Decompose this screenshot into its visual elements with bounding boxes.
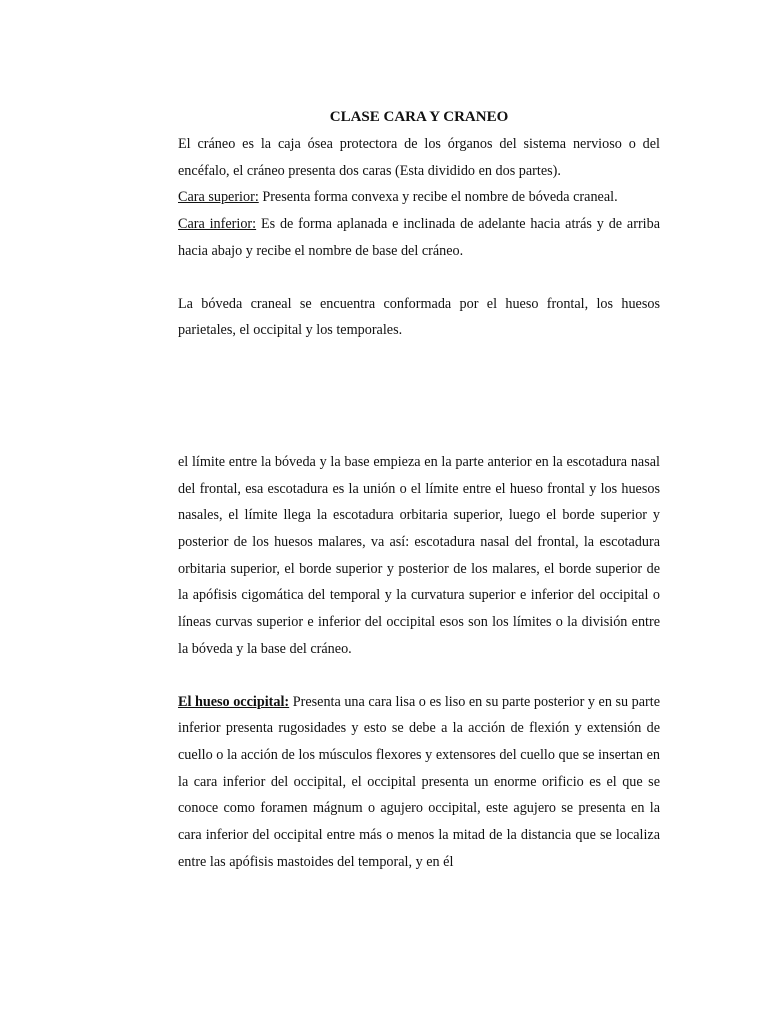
cara-inferior-paragraph bbox=[178, 211, 660, 264]
intro-paragraph: El cráneo es la caja ósea protectora de los órganos del sistema nervioso o del encéfalo, el cráneo presenta dos caras (Esta dividido en dos partes). bbox=[178, 136, 660, 179]
spacer bbox=[178, 663, 660, 689]
cara-superior-label: Cara superior: bbox=[178, 189, 259, 206]
limite-paragraph: el límite entre la bóveda y la base empieza en la parte anterior en la escotadura nasal del frontal, esa escotadura es la unión o el límite entre el hueso frontal y los huesos nasales, el límite llega la escotadura orbitaria superior, luego el borde superior y posterior de los huesos malares, va así: escotadura nasal del frontal, la escotadura orbitaria superior, el borde superior y posterior de los malares, el borde superior de la apófisis cigomática del temporal y la curvatura superior e inferior del occipital o líneas curvas superior e inferior del occipital esos son los límites o la división entre la bóveda y la base del cráneo. bbox=[178, 453, 660, 657]
cara-superior-paragraph bbox=[178, 184, 660, 211]
document-title: CLASE CARA Y CRANEO bbox=[329, 109, 509, 125]
cara-superior-text: Presenta forma convexa y recibe el nombre de bóveda craneal. bbox=[258, 189, 618, 206]
document-page bbox=[178, 104, 660, 875]
cara-inferior-label: Cara inferior: bbox=[178, 216, 257, 233]
spacer bbox=[178, 344, 660, 449]
cara-inferior-text: Es de forma aplanada e inclinada de adelante hacia atrás y de arriba hacia abajo y recibe el nombre de base del cráneo. bbox=[178, 216, 661, 259]
occipital-paragraph bbox=[178, 689, 660, 876]
spacer bbox=[178, 265, 660, 291]
boveda-paragraph: La bóveda craneal se encuentra conformada por el hueso frontal, los huesos parietales, el occipital y los temporales. bbox=[178, 295, 660, 339]
occipital-label: El hueso occipital: bbox=[178, 693, 290, 710]
occipital-text: Presenta una cara lisa o es liso en su parte posterior y en su parte inferior presenta rugosidades y esto se debe a la acción de flexión y extensión de cuello o la acción de los músculos flexores y extensores del cuello que se insertan en la cara inferior del occipital, el occipital presenta un enorme orificio es el que se conoce como foramen mágnum o agujero occipital, este agujero se presenta en la cara inferior del occipital entre más o menos la mitad de la distancia que se localiza entre las apófisis mastoides del temporal, y en él bbox=[178, 693, 660, 870]
